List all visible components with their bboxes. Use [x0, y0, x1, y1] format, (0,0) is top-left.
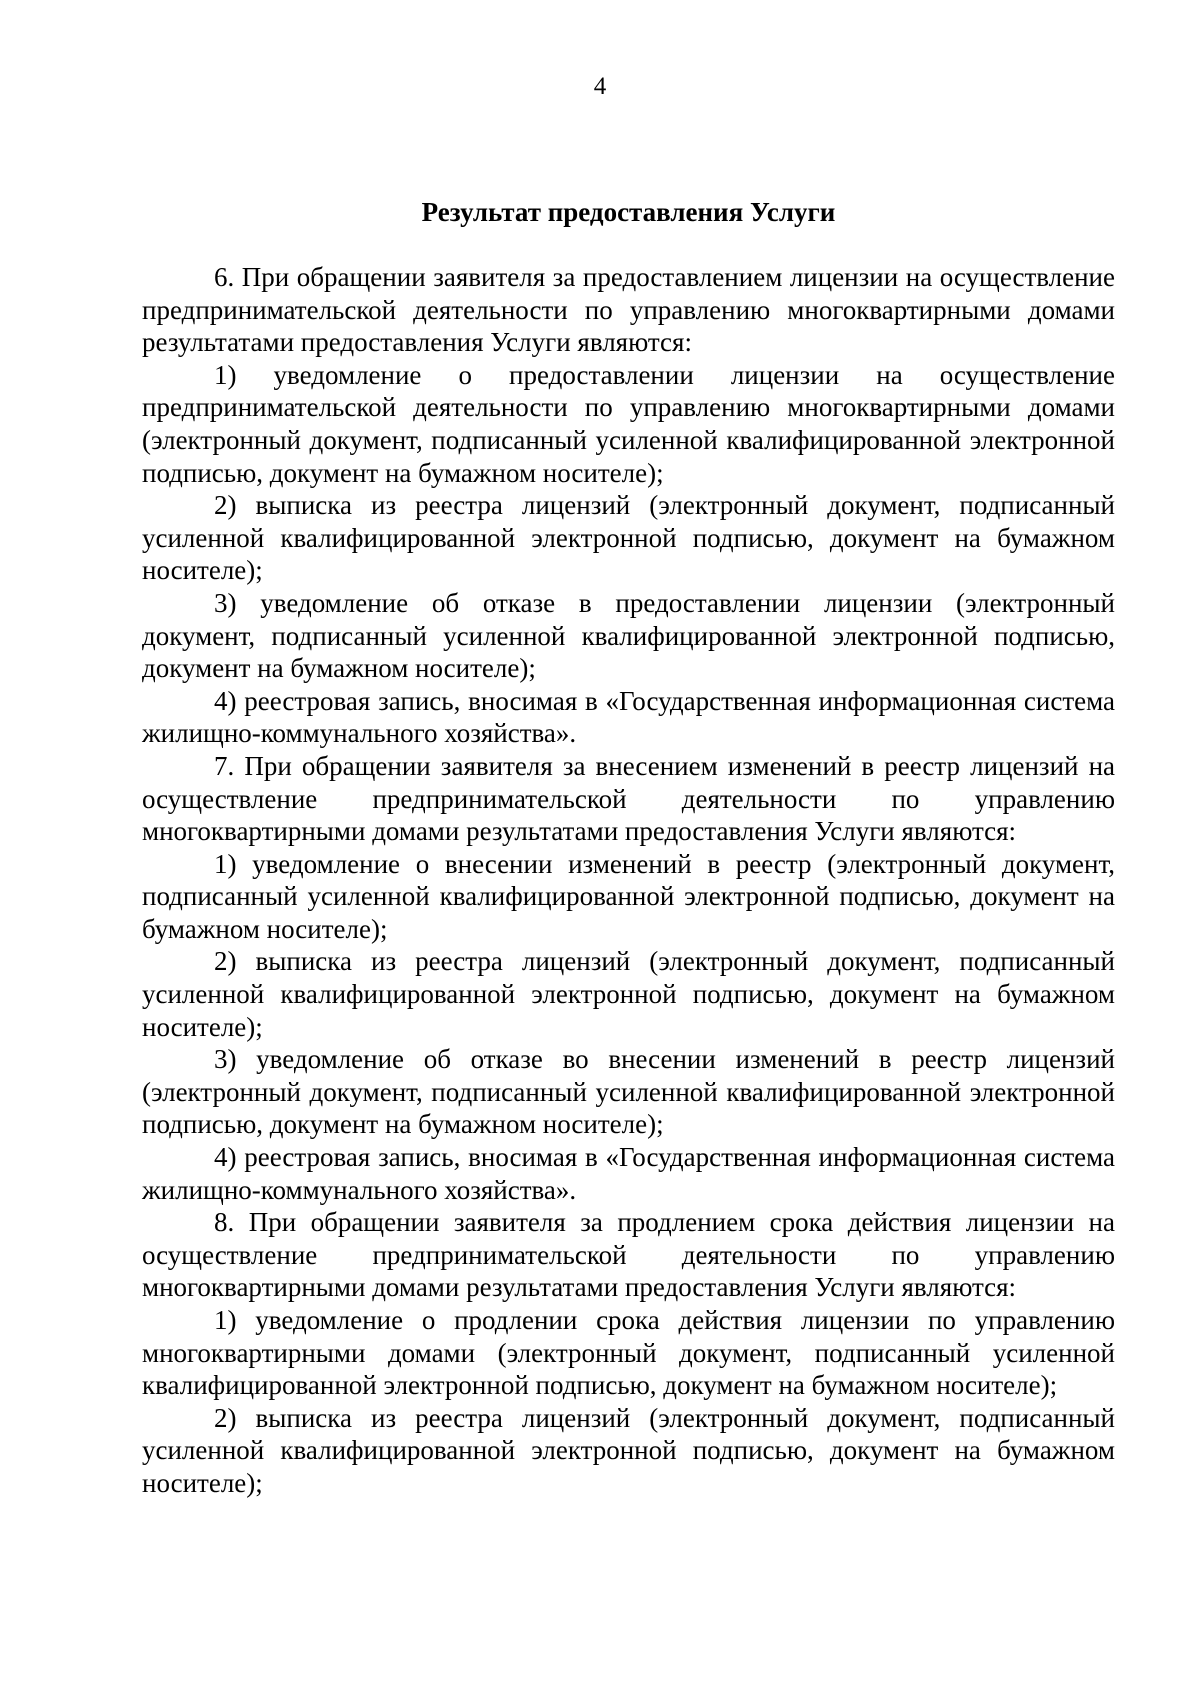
document-body	[142, 261, 1115, 1500]
paragraph-7-item-3: 3) уведомление об отказе во внесении изменений в реестр лицензий (электронный документ, подписанный усиленной квалифицированной электронной подписью, документ на бумажном носителе);	[142, 1044, 1115, 1140]
paragraph-7: 7. При обращении заявителя за внесением изменений в реестр лицензий на осуществление предпринимательской деятельности по управлению многоквартирными домами результатами предоставления Услуги являются:	[142, 750, 1115, 847]
paragraph-7-item-2: 2) выписка из реестра лицензий (электронный документ, подписанный усиленной квалифицированной электронной подписью, документ на бумажном носителе);	[142, 946, 1115, 1042]
paragraph-7-item-1: 1) уведомление о внесении изменений в реестр (электронный документ, подписанный усиленной квалифицированной электронной подписью, документ на бумажном носителе);	[142, 848, 1115, 944]
paragraph-7-item-4: 4) реестровая запись, вносимая в «Государственная информационная система жилищно-коммунального хозяйства».	[142, 1142, 1115, 1205]
paragraph-6-item-2: 2) выписка из реестра лицензий (электронный документ, подписанный усиленной квалифицированной электронной подписью, документ на бумажном носителе);	[142, 490, 1115, 586]
section-title: Результат предоставления Услуги	[421, 197, 836, 227]
page-number: 4	[593, 73, 607, 100]
paragraph-6-item-3: 3) уведомление об отказе в предоставлении лицензии (электронный документ, подписанный усиленной квалифицированной электронной подписью, документ на бумажном носителе);	[142, 587, 1115, 684]
paragraph-8-item-1: 1) уведомление о продлении срока действия лицензии по управлению многоквартирными домами (электронный документ, подписанный усиленной квалифицированной электронной подписью, документ на бумажном носителе);	[142, 1305, 1115, 1401]
paragraph-8: 8. При обращении заявителя за продлением срока действия лицензии на осуществление предпринимательской деятельности по управлению многоквартирными домами результатами предоставления Услуги являются:	[142, 1207, 1115, 1303]
paragraph-8-item-2: 2) выписка из реестра лицензий (электронный документ, подписанный усиленной квалифицированной электронной подписью, документ на бумажном носителе);	[142, 1402, 1115, 1498]
paragraph-6: 6. При обращении заявителя за предоставлением лицензии на осуществление предпринимательской деятельности по управлению многоквартирными домами результатами предоставления Услуги являются:	[142, 262, 1115, 358]
paragraph-6-item-1: 1) уведомление о предоставлении лицензии на осуществление предпринимательской деятельности по управлению многоквартирными домами (электронный документ, подписанный усиленной квалифицированной электронной подписью, документ на бумажном носителе);	[142, 359, 1115, 488]
paragraph-6-item-4: 4) реестровая запись, вносимая в «Государственная информационная система жилищно-коммунального хозяйства».	[142, 685, 1115, 749]
